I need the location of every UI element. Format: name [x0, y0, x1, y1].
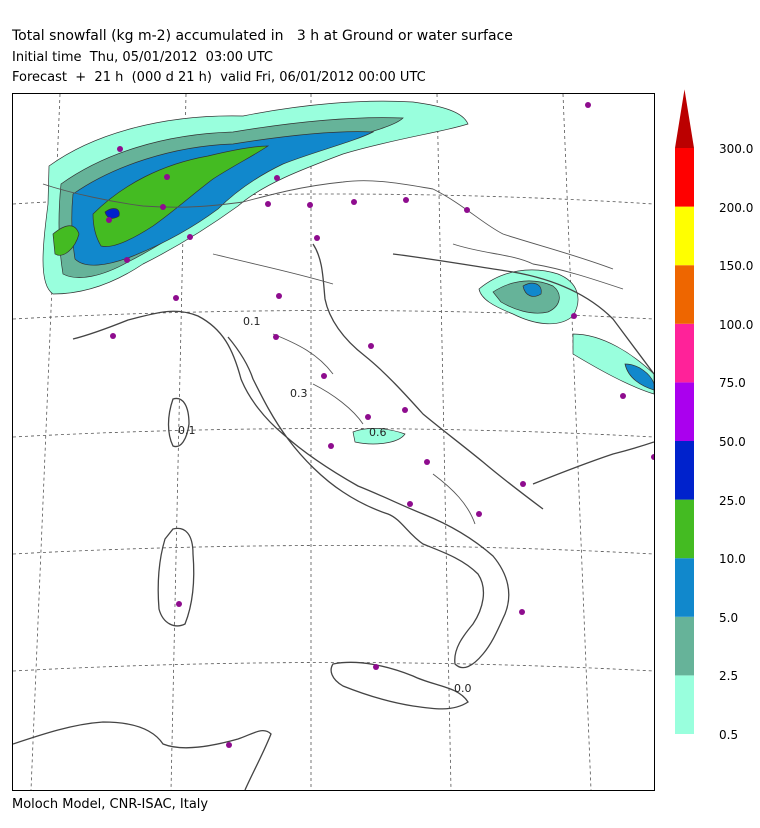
legend-swatch — [675, 441, 694, 500]
snow-balkans — [353, 270, 654, 444]
legend-label: 25.0 — [719, 493, 746, 508]
map-canvas — [13, 94, 654, 790]
map-title: Total snowfall (kg m-2) accumulated in 3 h at Ground or water surface — [12, 28, 513, 44]
coastline-sardinia — [158, 528, 193, 625]
initial-time: Initial time Thu, 05/01/2012 03:00 UTC — [12, 50, 273, 65]
map-label: 0.1 — [178, 424, 196, 437]
coastlines — [13, 244, 654, 790]
city-dot — [273, 334, 279, 340]
city-dot — [173, 295, 179, 301]
legend-swatch — [675, 382, 694, 441]
city-dot — [585, 102, 591, 108]
city-dot — [124, 257, 130, 263]
latitude-line — [13, 429, 654, 438]
city-dot — [328, 443, 334, 449]
legend-label: 100.0 — [719, 317, 754, 332]
city-dot — [373, 664, 379, 670]
legend-swatch — [675, 617, 694, 676]
latitude-line — [13, 546, 654, 555]
city-dot — [351, 199, 357, 205]
city-dot — [520, 481, 526, 487]
city-dot — [519, 609, 525, 615]
border-line — [433, 189, 613, 269]
map-label: 0.1 — [243, 315, 261, 328]
map-label: 0.3 — [290, 387, 308, 400]
city-dot — [403, 197, 409, 203]
city-dot — [110, 333, 116, 339]
legend-label: 200.0 — [719, 200, 754, 215]
longitude-line — [563, 94, 591, 790]
legend-label: 2.5 — [719, 669, 739, 684]
legend-swatch — [675, 675, 694, 734]
city-dot — [365, 414, 371, 420]
color-legend — [672, 88, 756, 748]
city-dot — [321, 373, 327, 379]
legend-label: 0.5 — [719, 728, 739, 742]
forecast-time: Forecast + 21 h (000 d 21 h) valid Fri, 06/01/2012 00:00 UTC — [12, 70, 426, 85]
city-dot — [464, 207, 470, 213]
border-line — [433, 474, 475, 524]
border-line — [273, 334, 333, 374]
city-dot — [314, 235, 320, 241]
coastline-balkans-south — [533, 442, 654, 484]
snowfall-map — [12, 93, 655, 791]
border-line — [213, 254, 333, 284]
coastline-africa — [13, 722, 271, 790]
city-dot — [407, 501, 413, 507]
coastline-corsica — [169, 398, 190, 446]
map-labels — [178, 315, 472, 695]
coastline-italy — [73, 311, 509, 667]
city-dot — [265, 201, 271, 207]
city-dot — [276, 293, 282, 299]
city-dot — [368, 343, 374, 349]
legend-swatch — [675, 207, 694, 266]
legend-bar — [672, 88, 756, 748]
city-dot — [187, 234, 193, 240]
legend-triangle — [675, 89, 694, 148]
city-dot — [176, 601, 182, 607]
legend-label: 75.0 — [719, 376, 746, 391]
legend-label: 300.0 — [719, 142, 754, 156]
city-dot — [571, 313, 577, 319]
legend-swatch — [675, 324, 694, 383]
legend-swatch — [675, 500, 694, 559]
legend-label: 5.0 — [719, 610, 739, 625]
coastline-sicily — [331, 662, 468, 709]
city-dot — [117, 146, 123, 152]
city-dot — [106, 217, 112, 223]
border-line — [313, 384, 363, 424]
legend-label: 50.0 — [719, 435, 746, 449]
city-dot — [307, 202, 313, 208]
city-dot — [164, 174, 170, 180]
footer-credit: Moloch Model, CNR-ISAC, Italy — [12, 797, 209, 812]
legend-label: 10.0 — [719, 552, 746, 567]
map-label: 0.0 — [454, 682, 472, 695]
city-dot — [226, 742, 232, 748]
city-dot — [402, 407, 408, 413]
city-dot — [160, 204, 166, 210]
city-dot — [476, 511, 482, 517]
city-dot — [424, 459, 430, 465]
legend-swatch — [675, 558, 694, 617]
legend-label: 150.0 — [719, 259, 754, 274]
city-dot — [651, 454, 654, 460]
legend-swatch — [675, 148, 694, 207]
city-dot — [274, 175, 280, 181]
city-dot — [620, 393, 626, 399]
legend-swatch — [675, 265, 694, 324]
map-label: 0.6 — [369, 426, 387, 439]
